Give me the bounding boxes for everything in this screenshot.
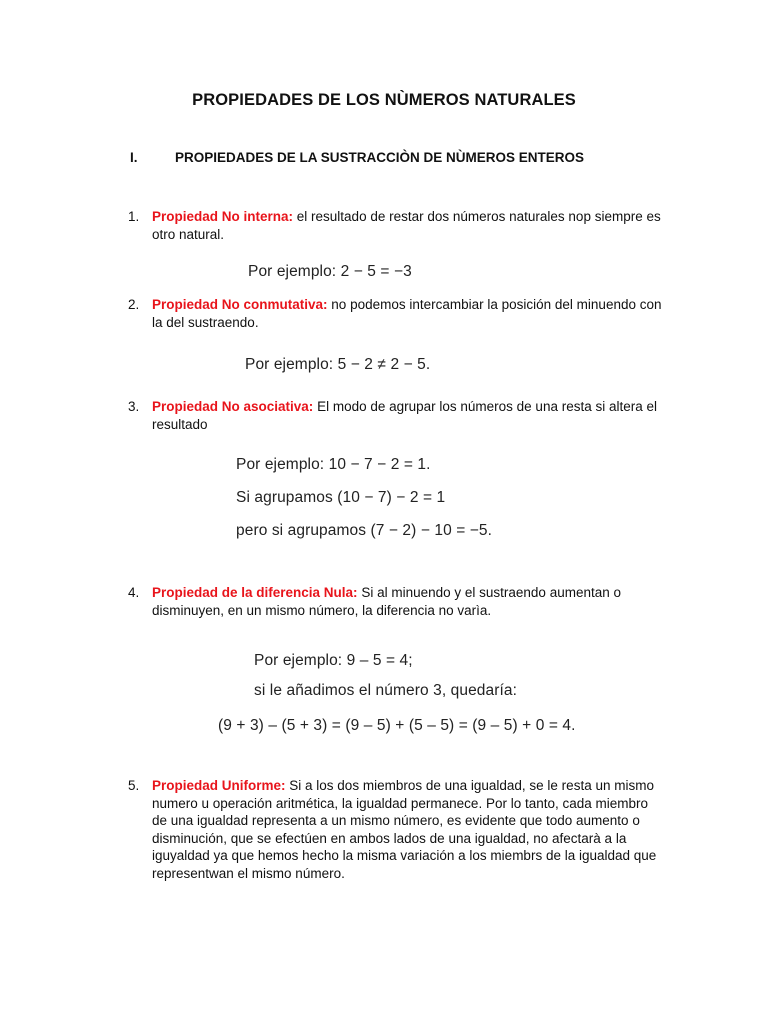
example-line: Por ejemplo: 9 – 5 = 4;: [254, 652, 413, 669]
list-item: [128, 296, 662, 331]
property-label: Propiedad No interna:: [152, 209, 294, 224]
page-title: PROPIEDADES DE LOS NÙMEROS NATURALES: [192, 91, 576, 109]
property-text: Si al minuendo y el sustraendo aumentan o disminuyen, en un mismo número, la diferencia no varìa.: [152, 585, 621, 618]
property-label: Propiedad de la diferencia Nula:: [152, 585, 358, 600]
list-item-number: 5.: [128, 778, 140, 793]
section-heading-text: PROPIEDADES DE LA SUSTRACCIÒN DE NÙMEROS ENTEROS: [175, 150, 585, 165]
list-item: [128, 398, 662, 433]
example-line: pero si agrupamos (7 − 2) − 10 = −5.: [236, 522, 493, 539]
list-item-number: 4.: [128, 585, 140, 600]
section-number: I.: [130, 150, 138, 165]
list-item: [128, 208, 662, 243]
example-line: Por ejemplo: 5 − 2 ≠ 2 − 5.: [245, 356, 431, 373]
list-item-number: 3.: [128, 399, 140, 414]
property-label: Propiedad No conmutativa:: [152, 297, 328, 312]
list-item: [128, 584, 662, 619]
example-line: Si agrupamos (10 − 7) − 2 = 1: [236, 489, 446, 506]
property-text: El modo de agrupar los números de una resta si altera el resultado: [152, 399, 658, 432]
list-item-number: 1.: [128, 209, 140, 224]
property-text: no podemos intercambiar la posición del minuendo con la del sustraendo.: [152, 297, 662, 330]
list-item-number: 2.: [128, 297, 140, 312]
property-label: Propiedad No asociativa:: [152, 399, 314, 414]
property-text: Si a los dos miembros de una igualdad, se le resta un mismo numero u operación aritmética, la igualdad permanece. Por lo tanto, cada miembro de una igualdad representa a un mismo número, es evidente que todo aumento o disminución, que se efectúen en ambos lados de una igualdad, no afectarà a la iguyaldad ya que hemos hecho la misma variación a los miembrs de la igualdad que representwan el mismo número.: [152, 778, 657, 881]
example-line: Por ejemplo: 10 − 7 − 2 = 1.: [236, 456, 431, 473]
example-line: Por ejemplo: 2 − 5 = −3: [248, 263, 412, 280]
example-line: (9 + 3) – (5 + 3) = (9 – 5) + (5 – 5) = (9 – 5) + 0 = 4.: [218, 717, 576, 734]
example-line: si le añadimos el número 3, quedaría:: [254, 682, 518, 699]
property-label: Propiedad Uniforme:: [152, 778, 286, 793]
list-item: [128, 777, 662, 882]
property-text: el resultado de restar dos números naturales nop siempre es otro natural.: [152, 209, 661, 242]
